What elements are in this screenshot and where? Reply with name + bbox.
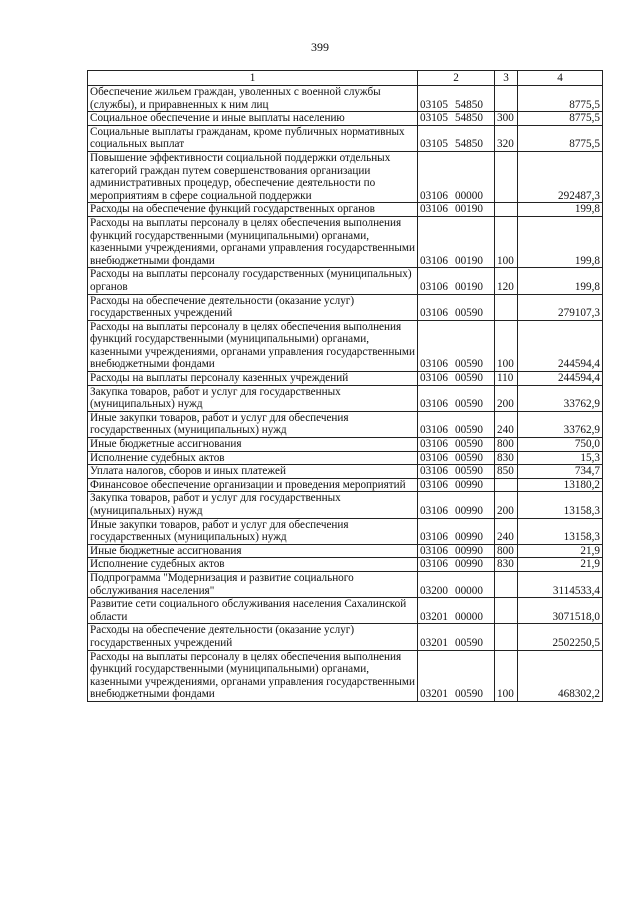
row-code-direction: 00990 xyxy=(454,531,483,544)
row-name: Развитие сети социального обслуживания населения Сахалинской области xyxy=(88,598,418,624)
table-row xyxy=(88,203,603,217)
table-row xyxy=(88,125,603,151)
row-code xyxy=(418,438,495,452)
table-row xyxy=(88,320,603,371)
row-code-direction: 00990 xyxy=(454,558,483,571)
row-code xyxy=(418,151,495,202)
row-code-program: 03106 xyxy=(420,478,448,491)
row-name: Расходы на обеспечение функций государственных органов xyxy=(88,203,418,217)
row-code xyxy=(418,372,495,386)
row-code-direction: 00000 xyxy=(454,189,483,202)
row-name: Финансовое обеспечение организации и проведения мероприятий xyxy=(88,478,418,492)
table-row xyxy=(88,451,603,465)
row-code-direction: 00590 xyxy=(454,358,483,371)
row-code-direction: 00590 xyxy=(454,688,483,701)
row-sum: 21,9 xyxy=(518,558,603,572)
row-name: Социальное обеспечение и иные выплаты населению xyxy=(88,112,418,126)
row-code xyxy=(418,650,495,701)
table-row xyxy=(88,268,603,294)
row-expense-type: 200 xyxy=(495,385,518,411)
table-row xyxy=(88,112,603,126)
row-code-program: 03106 xyxy=(420,372,448,385)
row-code-program: 03106 xyxy=(420,358,448,371)
header-col-vr: 3 xyxy=(495,71,518,86)
row-code xyxy=(418,451,495,465)
row-sum: 468302,2 xyxy=(518,650,603,701)
row-expense-type: 800 xyxy=(495,544,518,558)
row-code-program: 03106 xyxy=(420,189,448,202)
table-row xyxy=(88,650,603,701)
row-code-program: 03106 xyxy=(420,451,448,464)
table-row xyxy=(88,411,603,437)
row-sum: 8775,5 xyxy=(518,125,603,151)
row-code-direction: 00190 xyxy=(454,280,483,293)
row-code-direction: 00990 xyxy=(454,505,483,517)
row-code-program: 03201 xyxy=(420,610,448,623)
row-expense-type xyxy=(495,571,518,597)
row-expense-type xyxy=(495,624,518,650)
row-sum: 13158,3 xyxy=(518,492,603,518)
row-expense-type: 120 xyxy=(495,268,518,294)
row-code xyxy=(418,411,495,437)
row-code-program: 03106 xyxy=(420,505,448,517)
row-code-program: 03201 xyxy=(420,688,448,701)
row-expense-type: 830 xyxy=(495,558,518,572)
row-sum: 750,0 xyxy=(518,438,603,452)
row-code xyxy=(418,571,495,597)
row-code-program: 03106 xyxy=(420,254,448,267)
row-sum: 734,7 xyxy=(518,465,603,479)
row-code xyxy=(418,492,495,518)
row-name: Социальные выплаты гражданам, кроме публичных нормативных социальных выплат xyxy=(88,125,418,151)
row-sum: 3071518,0 xyxy=(518,598,603,624)
row-expense-type xyxy=(495,86,518,112)
row-expense-type xyxy=(495,478,518,492)
row-name: Расходы на обеспечение деятельности (оказание услуг) государственных учреждений xyxy=(88,624,418,650)
row-name: Закупка товаров, работ и услуг для государственных (муниципальных) нужд xyxy=(88,492,418,518)
header-col-sum: 4 xyxy=(518,71,603,86)
row-code xyxy=(418,268,495,294)
row-sum: 21,9 xyxy=(518,544,603,558)
row-name: Исполнение судебных актов xyxy=(88,451,418,465)
row-code-direction: 00190 xyxy=(454,254,483,267)
table-row xyxy=(88,544,603,558)
row-code xyxy=(418,385,495,411)
row-code xyxy=(418,544,495,558)
table-row xyxy=(88,571,603,597)
row-code-program: 03106 xyxy=(420,544,448,557)
row-code-program: 03105 xyxy=(420,138,448,151)
table-row xyxy=(88,86,603,112)
row-expense-type: 100 xyxy=(495,216,518,267)
row-code-program: 03106 xyxy=(420,558,448,571)
row-name: Расходы на выплаты персоналу государственных (муниципальных) органов xyxy=(88,268,418,294)
row-expense-type: 300 xyxy=(495,112,518,126)
row-code xyxy=(418,624,495,650)
header-col-code: 2 xyxy=(418,71,495,86)
row-name: Обеспечение жильем граждан, уволенных с военной службы (службы), и приравненных к ним лиц xyxy=(88,86,418,112)
row-expense-type: 100 xyxy=(495,320,518,371)
row-sum: 13158,3 xyxy=(518,518,603,544)
row-code-direction: 00590 xyxy=(454,307,483,320)
row-code xyxy=(418,558,495,572)
row-expense-type: 240 xyxy=(495,411,518,437)
table-row xyxy=(88,385,603,411)
row-code-direction: 00590 xyxy=(454,424,483,437)
row-expense-type xyxy=(495,151,518,202)
table-row xyxy=(88,492,603,518)
row-code-program: 03106 xyxy=(420,203,448,216)
row-code-program: 03106 xyxy=(420,280,448,293)
row-expense-type: 830 xyxy=(495,451,518,465)
table-row xyxy=(88,558,603,572)
row-code xyxy=(418,216,495,267)
row-name: Расходы на выплаты персоналу в целях обеспечения выполнения функций государственными (муниципальными) органами, казенными учреждениями, органами управления государственными внебюджетными фондами xyxy=(88,320,418,371)
row-sum: 292487,3 xyxy=(518,151,603,202)
row-code-direction: 00990 xyxy=(454,544,483,557)
row-name: Расходы на выплаты персоналу в целях обеспечения выполнения функций государственными (муниципальными) органами, казенными учреждениями, органами управления государственными внебюджетными фондами xyxy=(88,650,418,701)
row-expense-type: 800 xyxy=(495,438,518,452)
row-code xyxy=(418,203,495,217)
table-row xyxy=(88,465,603,479)
row-name: Уплата налогов, сборов и иных платежей xyxy=(88,465,418,479)
row-expense-type xyxy=(495,598,518,624)
row-sum: 33762,9 xyxy=(518,411,603,437)
header-row xyxy=(88,71,603,86)
row-code-direction: 00000 xyxy=(454,610,483,623)
row-code-direction: 00990 xyxy=(454,478,483,491)
row-name: Закупка товаров, работ и услуг для государственных (муниципальных) нужд xyxy=(88,385,418,411)
row-name: Иные бюджетные ассигнования xyxy=(88,544,418,558)
table-row xyxy=(88,438,603,452)
row-code-direction: 00590 xyxy=(454,438,483,451)
row-sum: 3114533,4 xyxy=(518,571,603,597)
table-row xyxy=(88,151,603,202)
row-sum: 8775,5 xyxy=(518,86,603,112)
row-name: Расходы на обеспечение деятельности (оказание услуг) государственных учреждений xyxy=(88,294,418,320)
row-code-direction: 00590 xyxy=(454,372,483,385)
row-code xyxy=(418,294,495,320)
row-expense-type: 240 xyxy=(495,518,518,544)
table-row xyxy=(88,372,603,386)
row-code-program: 03106 xyxy=(420,465,448,478)
row-sum: 279107,3 xyxy=(518,294,603,320)
page-number: 399 xyxy=(311,40,329,54)
row-sum: 8775,5 xyxy=(518,112,603,126)
row-code-program: 03201 xyxy=(420,636,448,649)
row-sum: 199,8 xyxy=(518,268,603,294)
row-expense-type xyxy=(495,203,518,217)
row-name: Исполнение судебных актов xyxy=(88,558,418,572)
row-code-direction: 00590 xyxy=(454,451,483,464)
row-code-direction: 00590 xyxy=(454,636,483,649)
row-name: Иные закупки товаров, работ и услуг для обеспечения государственных (муниципальных) нужд xyxy=(88,518,418,544)
table-row xyxy=(88,294,603,320)
row-expense-type xyxy=(495,294,518,320)
row-sum: 15,3 xyxy=(518,451,603,465)
row-sum: 13180,2 xyxy=(518,478,603,492)
row-code-direction: 54850 xyxy=(454,112,483,125)
row-name: Повышение эффективности социальной поддержки отдельных категорий граждан путем совершенствования организации административных процедур, обеспечение деятельности по мероприятиям в сфере социальной поддержки xyxy=(88,151,418,202)
row-code xyxy=(418,320,495,371)
row-name: Иные закупки товаров, работ и услуг для обеспечения государственных (муниципальных) нужд xyxy=(88,411,418,437)
row-name: Расходы на выплаты персоналу в целях обеспечения выполнения функций государственными (муниципальными) органами, казенными учреждениями, органами управления государственными внебюджетными фондами xyxy=(88,216,418,267)
row-code-program: 03106 xyxy=(420,424,448,437)
table-row xyxy=(88,624,603,650)
row-code-direction: 00590 xyxy=(454,465,483,478)
row-code-direction: 00000 xyxy=(454,584,483,597)
table-row xyxy=(88,216,603,267)
row-expense-type: 110 xyxy=(495,372,518,386)
row-expense-type: 850 xyxy=(495,465,518,479)
row-code xyxy=(418,478,495,492)
row-code-direction: 00590 xyxy=(454,398,483,411)
row-name: Подпрограмма "Модернизация и развитие социального обслуживания населения" xyxy=(88,571,418,597)
row-code-direction: 54850 xyxy=(454,138,483,151)
row-code-program: 03200 xyxy=(420,584,448,597)
header-col-name: 1 xyxy=(88,71,418,86)
row-code-direction: 00190 xyxy=(454,203,483,216)
row-sum: 244594,4 xyxy=(518,372,603,386)
row-code-program: 03105 xyxy=(420,112,448,125)
row-code-program: 03105 xyxy=(420,98,448,111)
row-code xyxy=(418,518,495,544)
budget-table xyxy=(87,70,603,702)
row-name: Расходы на выплаты персоналу казенных учреждений xyxy=(88,372,418,386)
table-row xyxy=(88,598,603,624)
row-code xyxy=(418,86,495,112)
row-sum: 33762,9 xyxy=(518,385,603,411)
row-code xyxy=(418,125,495,151)
row-sum: 199,8 xyxy=(518,216,603,267)
row-expense-type: 100 xyxy=(495,650,518,701)
table-row xyxy=(88,518,603,544)
row-code-program: 03106 xyxy=(420,438,448,451)
row-code xyxy=(418,598,495,624)
row-code xyxy=(418,112,495,126)
row-code xyxy=(418,465,495,479)
row-expense-type: 200 xyxy=(495,492,518,518)
row-code-program: 03106 xyxy=(420,531,448,544)
row-sum: 244594,4 xyxy=(518,320,603,371)
row-code-direction: 54850 xyxy=(454,98,483,111)
row-code-program: 03106 xyxy=(420,307,448,320)
row-sum: 199,8 xyxy=(518,203,603,217)
row-name: Иные бюджетные ассигнования xyxy=(88,438,418,452)
row-sum: 2502250,5 xyxy=(518,624,603,650)
row-code-program: 03106 xyxy=(420,398,448,411)
row-expense-type: 320 xyxy=(495,125,518,151)
table-row xyxy=(88,478,603,492)
